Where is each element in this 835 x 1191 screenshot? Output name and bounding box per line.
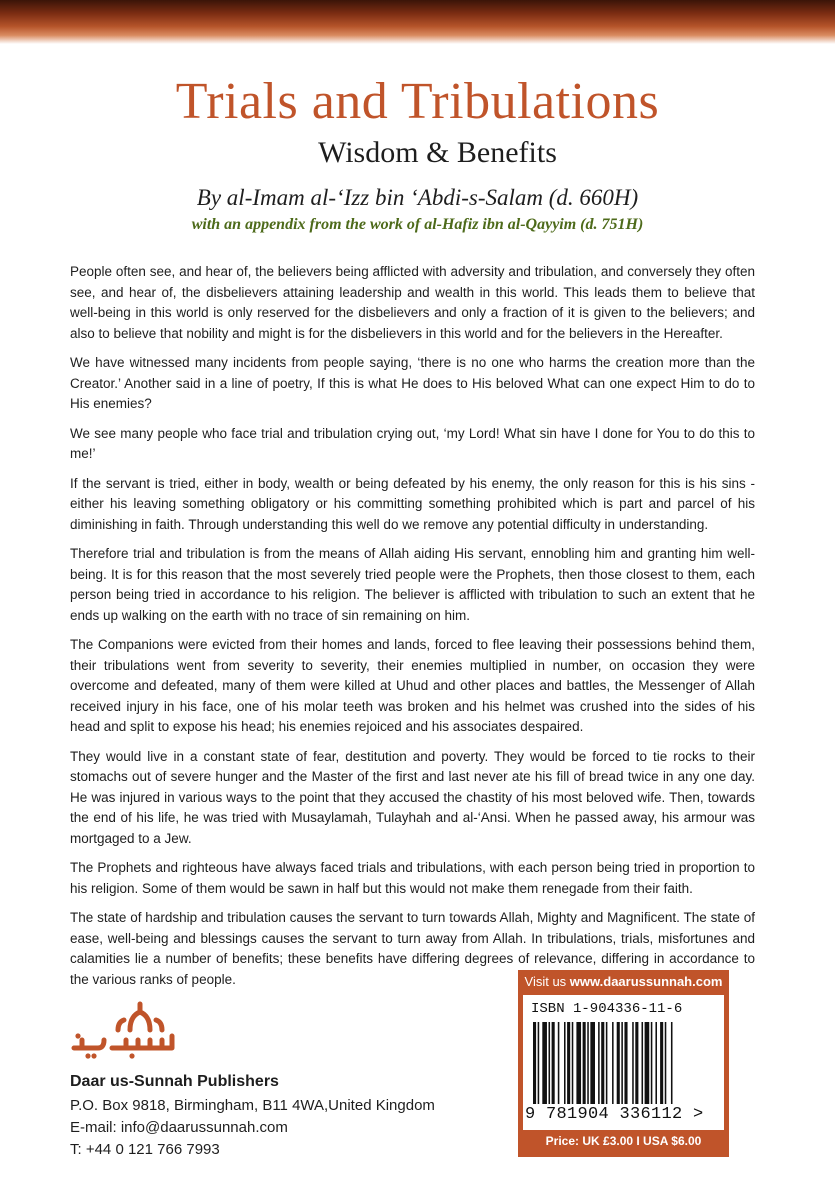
appendix-line: with an appendix from the work of al-Hafiz ibn al-Qayyim (d. 751H) [191,216,644,233]
barcode-bar [632,1022,634,1104]
barcode-bar [601,1022,604,1104]
barcode-bar [665,1022,667,1104]
barcode-bar [645,1022,650,1104]
price-line: Price: UK £3.00 I USA $6.00 [545,1134,702,1148]
barcode [531,1022,717,1104]
blurb-paragraph: We see many people who face trial and tribulation crying out, ‘my Lord! What sin have I done for You to do this to me!’ [70,425,755,461]
publisher-name: Daar us-Sunnah Publishers [70,1073,279,1090]
barcode-bar [564,1022,566,1104]
blurb-body [70,262,755,999]
blurb-paragraph: The Prophets and righteous have always faced trials and tribulations, with each person being tried in proportion to his religion. Some of them would be sawn in half but this would not make them renegade from their faith. [70,860,755,896]
barcode-bar [552,1022,555,1104]
blurb-paragraph: The state of hardship and tribulation causes the servant to turn towards Allah, Mighty and Magnificent. The state of ease, well-being and blessings causes the servant to turn away from Allah. In tribulations, trials, misfortunes and calamities lie a number of benefits; these benefits have differing degrees of relevance, differing in accordance to the various ranks of people. [70,910,755,987]
blurb-paragraph: Therefore trial and tribulation is from the means of Allah aiding His servant, ennobling him and granting him well-being. It is for this reason that the most severely tried people were the Prophets, then those closest to them, each person being tried in accordance to his religion. The believer is afflicted with tribulation to such an extent that he ends up walking on the earth with no trace of sin remaining on him. [70,546,755,623]
barcode-bar [642,1022,644,1104]
author-line: By al-Imam al-‘Izz bin ‘Abdi-s-Salam (d. 660H) [196,185,639,210]
blurb-paragraph: The Companions were evicted from their homes and lands, forced to flee leaving their possessions behind them, their tribulations went from severity to severity, their enemies multiplied in number, on occasion they were overcome and defeated, many of them were killed at Uhud and other places and battles, the Messenger of Allah received injury in his face, one of his molar teeth was broken and his helmet was crushed into the sides of his head and split to expose his head; his enemies rejoiced and his associates despaired. [70,637,755,734]
blurb-paragraph: We have witnessed many incidents from people saying, ‘there is no one who harms the creation more than the Creator.’ Another said in a line of poetry, If this is what He does to His beloved What can one expect Him to do to His enemies? [70,355,755,411]
barcode-bar [538,1022,540,1104]
book-subtitle: Wisdom & Benefits [318,136,557,169]
barcode-bar [533,1022,536,1104]
website-line [518,974,729,989]
barcode-bar [655,1022,657,1104]
isbn-number: ISBN 1-904336-11-6 [531,1001,683,1017]
blurb-paragraph: They would live in a constant state of fear, destitution and poverty. They would be forced to tie rocks to their stomachs out of severe hunger and the Master of the first and last never ate his fill of bread twice in any one day. He was injured in various ways to the point that they accused the chastity of his most beloved wife. Then, towards the end of his life, he was tried with Musaylamah, Tulayhah and al-‘Ansi. When he passed away, his armour was mortgaged to a Jew. [70,748,755,846]
barcode-bar [617,1022,620,1104]
daar-us-sunnah-logo-icon [68,1000,178,1060]
barcode-bar [572,1022,574,1104]
barcode-bar [587,1022,589,1104]
barcode-bar [567,1022,570,1104]
barcode-bar [549,1022,551,1104]
book-title: Trials and Tribulations [175,73,660,130]
top-border-band [0,0,835,44]
barcode-bar [590,1022,595,1104]
barcode-bar [651,1022,653,1104]
barcode-panel [523,995,724,1130]
barcode-bar [558,1022,560,1104]
barcode-bar [635,1022,638,1104]
barcode-bar [583,1022,586,1104]
barcode-bar [621,1022,623,1104]
barcode-bar [660,1022,663,1104]
website-url[interactable]: www.daarussunnah.com [569,974,723,989]
barcode-bar [612,1022,614,1104]
barcode-bar [606,1022,608,1104]
barcode-bar [671,1022,673,1104]
barcode-digits: 9 781904 336112 > [525,1105,704,1124]
publisher-phone: T: +44 0 121 766 7993 [70,1141,220,1158]
barcode-bar [542,1022,547,1104]
barcode-bar [624,1022,627,1104]
publisher-email[interactable]: E-mail: info@daarussunnah.com [70,1119,288,1136]
blurb-paragraph: People often see, and hear of, the believers being afflicted with adversity and tribulation, and conversely they often see, and hear of, the disbelievers attaining leadership and wealth in this world. This leads them to believe that well-being in this world is only reserved for the disbelievers and only a fraction of it is given to the believers; and also to believe that nobility and might is for the disbelievers in this world and for the believers in the Hereafter. [70,264,755,341]
blurb-paragraph: If the servant is tried, either in body, wealth or being defeated by his enemy, the only reason for this is his sins - either his leaving something obligatory or his committing something prohibited which is part and parcel of his diminishing in faith. Through understanding this well do we remove any potential difficulty in understanding. [70,475,755,532]
publisher-address: P.O. Box 9818, Birmingham, B11 4WA,United Kingdom [70,1097,435,1114]
barcode-bar [598,1022,600,1104]
website-prefix: Visit us [524,974,570,989]
isbn-price-box [518,970,729,1157]
barcode-bar [576,1022,581,1104]
